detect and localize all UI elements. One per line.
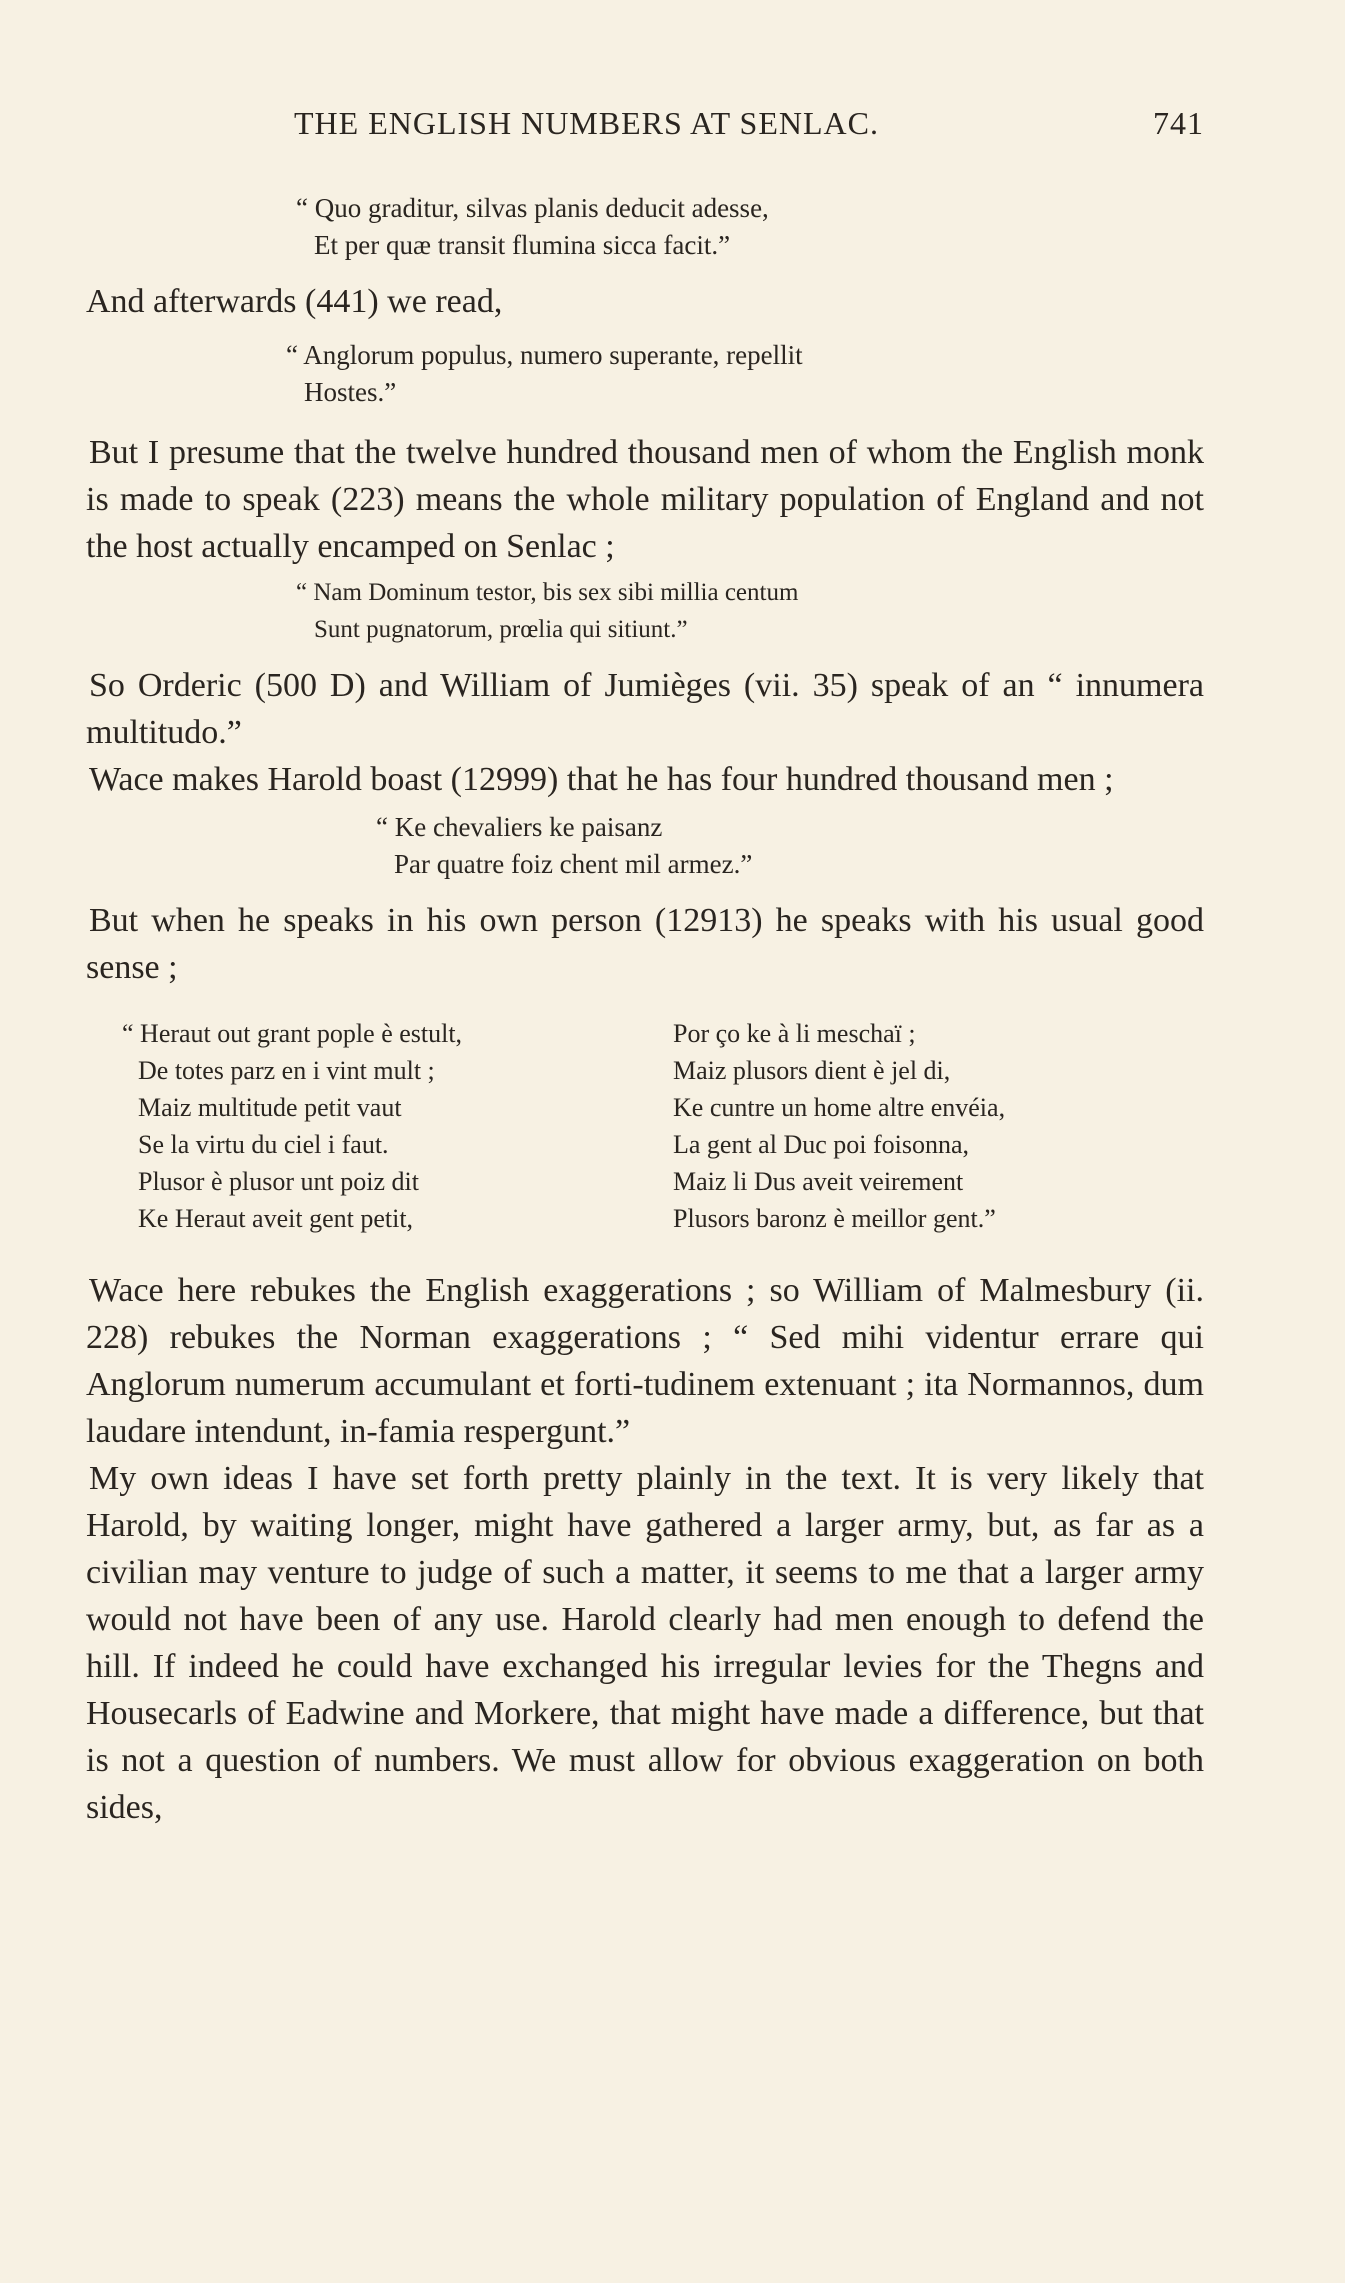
verse-line: “ Anglorum populus, numero superante, repellit xyxy=(286,340,803,370)
verse-line: “ Heraut out grant pople è estult, xyxy=(122,1019,463,1048)
verse-line: Se la virtu du ciel i faut. xyxy=(138,1130,389,1159)
verse-column-left xyxy=(122,1015,653,1237)
page-number: 741 xyxy=(1153,105,1204,141)
verse-quotation xyxy=(286,337,1204,411)
page-header xyxy=(294,105,1204,145)
verse-line: Plusors baronz è meillor gent.” xyxy=(673,1204,996,1233)
verse-line: Maiz li Dus aveit veirement xyxy=(673,1167,964,1196)
verse-line: Ke cuntre un home altre envéia, xyxy=(673,1093,1006,1122)
verse-line: Maiz multitude petit vaut xyxy=(138,1093,402,1122)
paragraph: But I presume that the twelve hundred thousand men of whom the English monk is made to speak (223) means the whole military population of England and not the host actually encamped on Senlac ; xyxy=(86,434,1204,565)
verse-line: Sunt pugnatorum, prœlia qui sitiunt.” xyxy=(314,616,688,643)
two-column-verse xyxy=(122,1015,1204,1237)
paragraph: So Orderic (500 D) and William of Jumièges (vii. 35) speak of an “ innumera multitudo.” xyxy=(86,667,1204,751)
verse-line: Por ço ke à li meschaï ; xyxy=(673,1019,916,1048)
paragraph: My own ideas I have set forth pretty plainly in the text. It is very likely that Harold, by waiting longer, might have gathered a larger army, but, as far as a civilian may venture to judge of such a matter, it seems to me that a larger army would not have been of any use. Harold clearly had men enough to defend the hill. If indeed he could have exchanged his irregular levies for the Thegns and Housecarls of Eadwine and Morkere, that might have made a difference, but that is not a question of numbers. We must allow for obvious exaggeration on both sides, xyxy=(86,1460,1204,1826)
verse-quotation xyxy=(296,574,1204,648)
verse-line: Plusor è plusor unt poiz dit xyxy=(138,1167,419,1196)
verse-line: “ Ke chevaliers ke paisanz xyxy=(376,812,663,842)
verse-line: Par quatre foiz chent mil armez.” xyxy=(394,849,753,879)
verse-line: La gent al Duc poi foisonna, xyxy=(673,1130,970,1159)
paragraph: But when he speaks in his own person (12913) he speaks with his usual good sense ; xyxy=(86,902,1204,986)
verse-line: Maiz plusors dient è jel di, xyxy=(673,1056,951,1085)
verse-line: Ke Heraut aveit gent petit, xyxy=(138,1204,414,1233)
verse-quotation xyxy=(376,809,1204,883)
running-title: THE ENGLISH NUMBERS AT SENLAC. xyxy=(294,105,879,141)
verse-line: Hostes.” xyxy=(304,377,397,407)
paragraph: Wace here rebukes the English exaggerations ; so William of Malmesbury (ii. 228) rebukes the Norman exaggerations ; “ Sed mihi videntur errare qui Anglorum numerum accumulant et forti-tudinem extenuant ; ita Normannos, dum laudare intendunt, in-famia respergunt.” xyxy=(86,1272,1204,1450)
verse-line: “ Quo graditur, silvas planis deducit adesse, xyxy=(296,193,769,223)
verse-column-right xyxy=(673,1015,1204,1237)
paragraph: Wace makes Harold boast (12999) that he has four hundred thousand men ; xyxy=(89,761,1114,798)
paragraph: And afterwards (441) we read, xyxy=(86,283,503,320)
page-body xyxy=(86,190,1204,1831)
verse-line: Et per quæ transit flumina sicca facit.” xyxy=(314,230,731,260)
verse-line: “ Nam Dominum testor, bis sex sibi millia centum xyxy=(296,579,799,606)
verse-line: De totes parz en i vint mult ; xyxy=(138,1056,435,1085)
verse-quotation xyxy=(296,190,1204,264)
